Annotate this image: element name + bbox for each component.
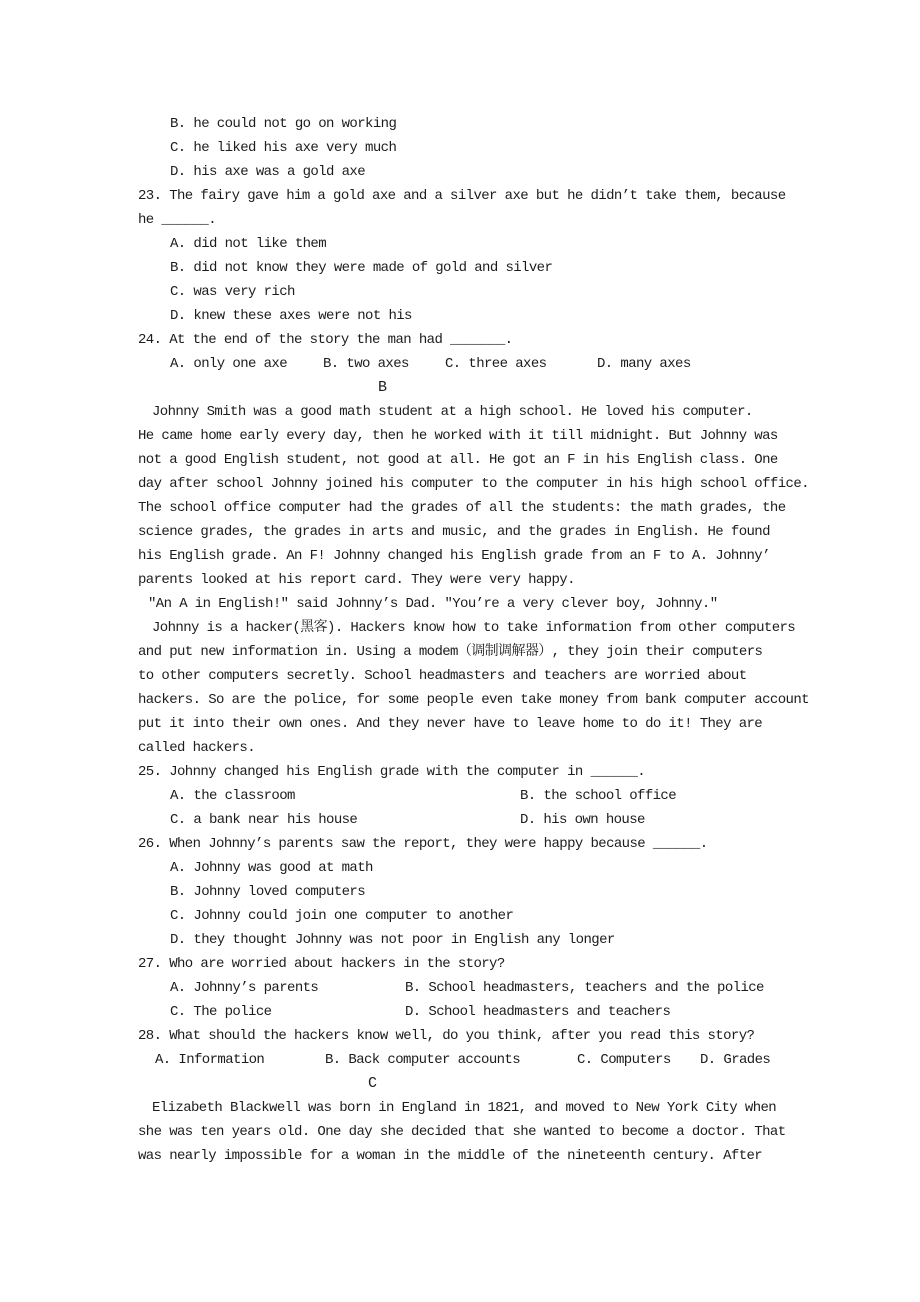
option-item: A. only one axe <box>170 356 288 372</box>
text-run: A. Johnny was good at math <box>170 860 373 876</box>
option-line <box>0 112 920 136</box>
passage-line <box>0 664 920 688</box>
option-line <box>0 880 920 904</box>
option-row <box>0 1000 920 1024</box>
text-run: 27. Who are worried about hackers in the story? <box>138 956 505 972</box>
passage-line <box>0 448 920 472</box>
text-run: 28. What should the hackers know well, do you think, after you read this story? <box>138 1028 755 1044</box>
passage-line <box>0 400 920 424</box>
option-item: D. School headmasters and teachers <box>405 1004 671 1020</box>
option-line <box>0 256 920 280</box>
option-line <box>0 904 920 928</box>
passage-line <box>0 520 920 544</box>
option-item: D. his own house <box>520 812 645 828</box>
text-run: He came home early every day, then he worked with it till midnight. But Johnny was <box>138 428 778 444</box>
text-run: not a good English student, not good at all. He got an F in his English class. One <box>138 452 778 468</box>
text-run: 26. When Johnny’s parents saw the report, they were happy because ______. <box>138 836 708 852</box>
option-item: D. Grades <box>700 1052 771 1068</box>
section-header <box>0 1072 920 1096</box>
text-run: 24. At the end of the story the man had _______. <box>138 332 513 348</box>
option-item: A. Johnny’s parents <box>170 980 319 996</box>
text-run: B. he could not go on working <box>170 116 397 132</box>
text-run: Johnny is a hacker(黑客). Hackers know how to take information from other computers <box>152 620 796 636</box>
option-line <box>0 160 920 184</box>
passage-line <box>0 472 920 496</box>
option-line <box>0 928 920 952</box>
option-item: C. Computers <box>577 1052 671 1068</box>
passage-line <box>0 424 920 448</box>
option-item: A. Information <box>155 1052 265 1068</box>
document-lines <box>0 112 920 1168</box>
text-run: to other computers secretly. School headmasters and teachers are worried about <box>138 668 747 684</box>
option-row <box>0 784 920 808</box>
text-run: B <box>378 379 387 396</box>
passage-line <box>0 640 920 664</box>
text-run: ″An A in English!″ said Johnny’s Dad. ″You’re a very clever boy, Johnny.″ <box>148 596 718 612</box>
passage-line <box>0 688 920 712</box>
option-line <box>0 280 920 304</box>
text-run: B. Johnny loved computers <box>170 884 366 900</box>
option-item: B. School headmasters, teachers and the police <box>405 980 764 996</box>
passage-line <box>0 592 920 616</box>
question-line <box>0 208 920 232</box>
passage-line <box>0 712 920 736</box>
option-item: B. two axes <box>323 356 409 372</box>
question-line <box>0 184 920 208</box>
question-line <box>0 832 920 856</box>
text-run: 25. Johnny changed his English grade with the computer in ______. <box>138 764 646 780</box>
passage-line <box>0 1144 920 1168</box>
text-run: C <box>368 1075 377 1092</box>
text-run: and put new information in. Using a modem（调制调解器）, they join their computers <box>138 644 763 660</box>
text-run: his English grade. An F! Johnny changed his English grade from an F to A. Johnny’ <box>138 548 770 564</box>
text-run: put it into their own ones. And they never have to leave home to do it! They are <box>138 716 763 732</box>
text-run: she was ten years old. One day she decided that she wanted to become a doctor. That <box>138 1124 786 1140</box>
text-run: day after school Johnny joined his computer to the computer in his high school office. <box>138 476 809 492</box>
passage-line <box>0 736 920 760</box>
text-run: C. was very rich <box>170 284 295 300</box>
text-run: science grades, the grades in arts and music, and the grades in English. He found <box>138 524 770 540</box>
text-run: D. knew these axes were not his <box>170 308 412 324</box>
question-line <box>0 328 920 352</box>
option-item: C. three axes <box>445 356 547 372</box>
text-run: he ______. <box>138 212 217 228</box>
passage-line <box>0 1120 920 1144</box>
passage-line <box>0 616 920 640</box>
passage-line <box>0 544 920 568</box>
option-item: C. The police <box>170 1004 272 1020</box>
option-item: A. the classroom <box>170 788 295 804</box>
question-line <box>0 1024 920 1048</box>
text-run: was nearly impossible for a woman in the middle of the nineteenth century. After <box>138 1148 763 1164</box>
option-item: C. a bank near his house <box>170 812 358 828</box>
section-header <box>0 376 920 400</box>
text-run: Johnny Smith was a good math student at a high school. He loved his computer. <box>152 404 753 420</box>
text-run: Elizabeth Blackwell was born in England in 1821, and moved to New York City when <box>152 1100 777 1116</box>
text-run: B. did not know they were made of gold and silver <box>170 260 553 276</box>
option-line <box>0 856 920 880</box>
option-line <box>0 136 920 160</box>
question-line <box>0 760 920 784</box>
option-item: B. Back computer accounts <box>325 1052 521 1068</box>
text-run: 23. The fairy gave him a gold axe and a silver axe but he didn’t take them, because <box>138 188 786 204</box>
text-run: The school office computer had the grades of all the students: the math grades, the <box>138 500 786 516</box>
text-run: C. Johnny could join one computer to another <box>170 908 514 924</box>
option-row <box>0 352 920 376</box>
option-item: D. many axes <box>597 356 691 372</box>
text-run: parents looked at his report card. They were very happy. <box>138 572 575 588</box>
option-line <box>0 304 920 328</box>
text-run: called hackers. <box>138 740 256 756</box>
question-line <box>0 952 920 976</box>
option-row <box>0 808 920 832</box>
text-run: D. his axe was a gold axe <box>170 164 366 180</box>
text-run: A. did not like them <box>170 236 327 252</box>
option-line <box>0 232 920 256</box>
text-run: D. they thought Johnny was not poor in English any longer <box>170 932 615 948</box>
passage-line <box>0 568 920 592</box>
text-run: C. he liked his axe very much <box>170 140 397 156</box>
option-item: B. the school office <box>520 788 677 804</box>
passage-line <box>0 1096 920 1120</box>
passage-line <box>0 496 920 520</box>
option-row <box>0 976 920 1000</box>
option-row <box>0 1048 920 1072</box>
text-run: hackers. So are the police, for some people even take money from bank computer account <box>138 692 809 708</box>
